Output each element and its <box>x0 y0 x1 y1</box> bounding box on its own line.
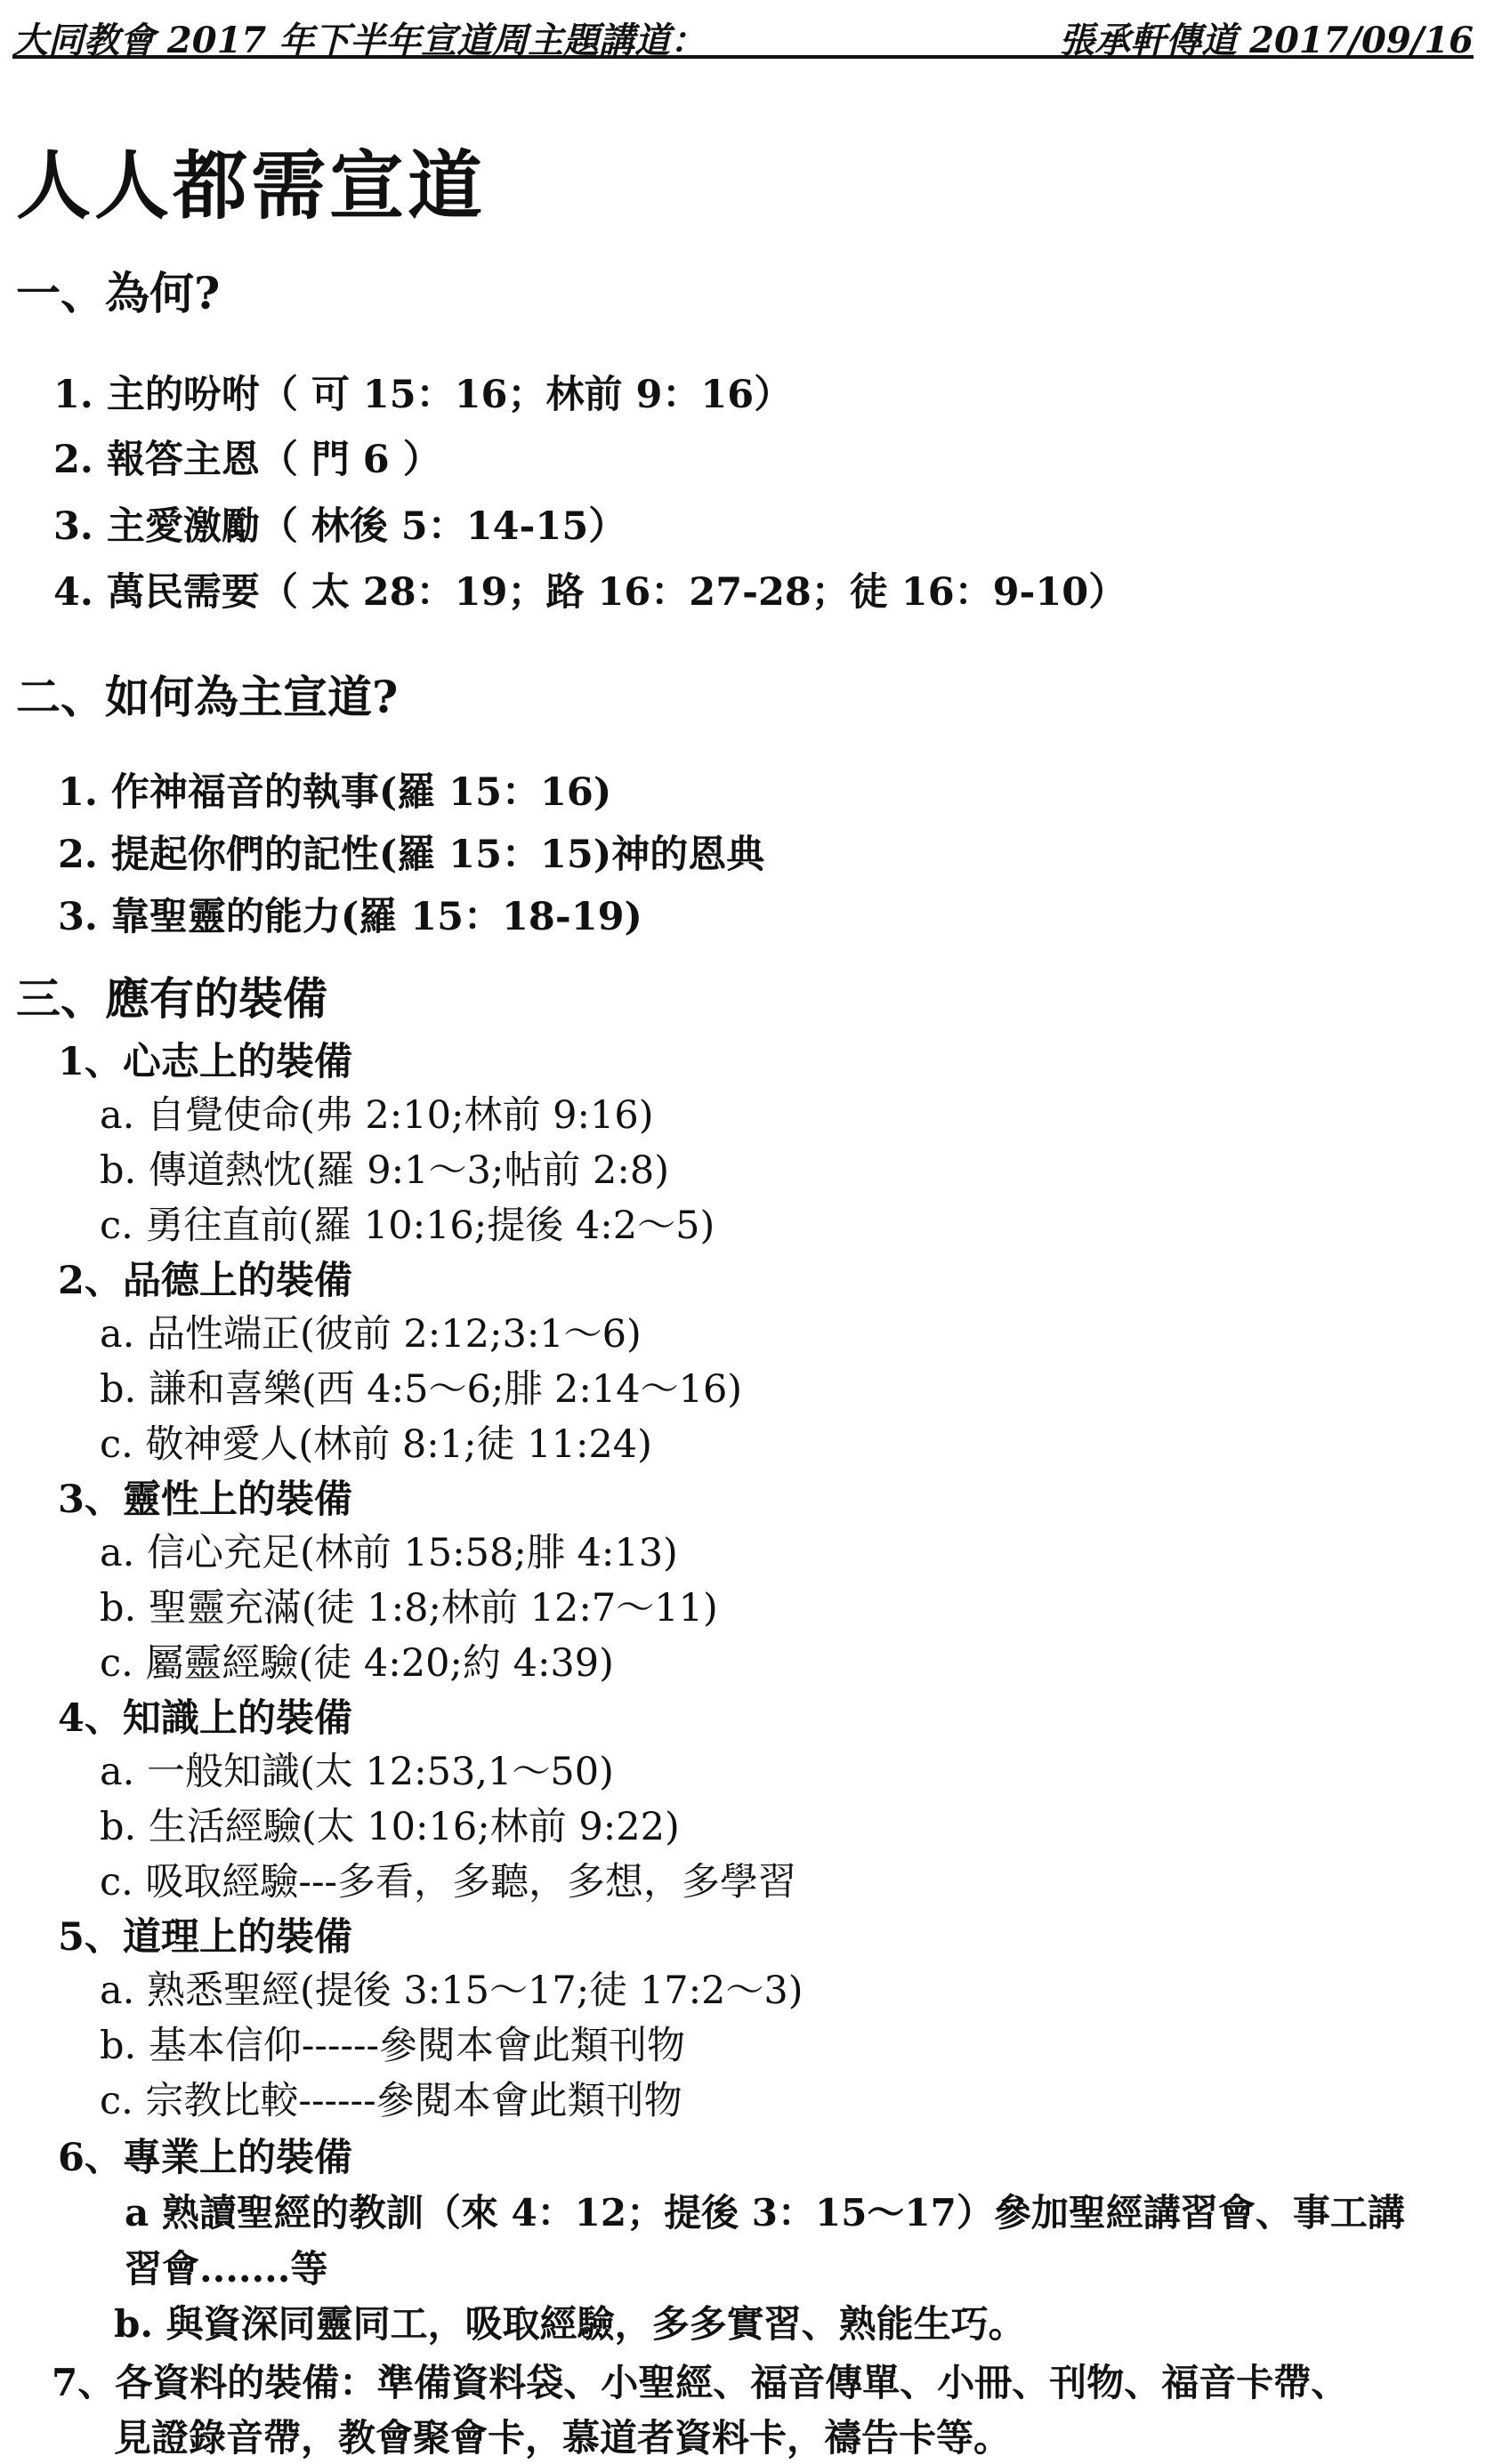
group-title: 6、專業上的裝備 <box>58 2136 352 2180</box>
group-item: a. 熟悉聖經(提後 3:15～17;徒 17:2～3) <box>100 1969 804 2013</box>
header-left: 大同教會 2017 年下半年宣道周主題講道： <box>12 20 707 61</box>
section2-item: 1. 作神福音的執事(羅 15：16) <box>58 770 612 815</box>
group-item: c. 勇往直前(羅 10:16;提後 4:2～5) <box>100 1204 715 1248</box>
group-title: 1、心志上的裝備 <box>58 1040 352 1084</box>
section2-heading: 二、如何為主宣道? <box>16 671 399 723</box>
group-title: 2、品德上的裝備 <box>58 1259 352 1303</box>
section3-heading: 三、應有的裝備 <box>16 972 327 1025</box>
page-header <box>12 5 1474 59</box>
group-item: b. 與資深同靈同工，吸取經驗，多多實習、熟能生巧。 <box>114 2302 1026 2346</box>
group-item: a. 品性端正(彼前 2:12;3:1～6) <box>100 1312 642 1357</box>
group-item: c. 宗教比較------參閱本會此類刊物 <box>100 2079 682 2123</box>
group-item: a. 一般知識(太 12:53,1～50) <box>100 1750 614 1794</box>
group-item: b. 聖靈充滿(徒 1:8;林前 12:7～11) <box>100 1586 718 1631</box>
group-item: a. 自覺使命(弗 2:10;林前 9:16) <box>100 1093 654 1138</box>
group-item: a 熟讀聖經的教訓（來 4：12；提後 3：15～17）參加聖經講習會、事工講 <box>125 2191 1405 2235</box>
group-item: c. 敬神愛人(林前 8:1;徒 11:24) <box>100 1422 652 1467</box>
section2-item: 3. 靠聖靈的能力(羅 15：18-19) <box>58 895 642 939</box>
group-title: 5、道理上的裝備 <box>58 1915 352 1960</box>
group-item: b. 生活經驗(太 10:16;林前 9:22) <box>100 1805 680 1849</box>
section1-item: 4. 萬民需要（ 太 28：19；路 16：27-28；徒 16：9-10） <box>53 570 1127 615</box>
group-item: c. 屬靈經驗(徒 4:20;約 4:39) <box>100 1641 614 1686</box>
group-item: b. 傳道熱忱(羅 9:1～3;帖前 2:8) <box>100 1148 670 1193</box>
group-item: c. 吸取經驗---多看，多聽，多想，多學習 <box>100 1860 797 1904</box>
group-item: b. 謙和喜樂(西 4:5～6;腓 2:14～16) <box>100 1367 743 1412</box>
header-right: 張承軒傳道 2017/09/16 <box>1059 20 1474 61</box>
item7-line2: 見證錄音帶，教會聚會卡，慕道者資料卡，禱告卡等。 <box>114 2416 1012 2460</box>
section1-item: 2. 報答主恩（ 門 6 ） <box>53 438 441 482</box>
section2-item: 2. 提起你們的記性(羅 15：15)神的恩典 <box>58 833 765 877</box>
group-title: 3、靈性上的裝備 <box>58 1478 352 1522</box>
group-item: a. 信心充足(林前 15:58;腓 4:13) <box>100 1531 678 1575</box>
section1-item: 3. 主愛激勵（ 林後 5：14-15） <box>53 504 627 549</box>
item7-line1: 7、各資料的裝備：準備資料袋、小聖經、福音傳單、小冊、刊物、福音卡帶、 <box>52 2361 1349 2404</box>
section1-item: 1. 主的吩咐（ 可 15：16；林前 9：16） <box>53 373 793 417</box>
page-title: 人人都需宣道 <box>16 141 487 229</box>
group-item: 習會.......等 <box>125 2247 328 2291</box>
section1-heading: 一、為何? <box>16 267 221 319</box>
group-title: 4、知識上的裝備 <box>58 1696 352 1741</box>
group-item: b. 基本信仰------參閱本會此類刊物 <box>100 2024 686 2068</box>
